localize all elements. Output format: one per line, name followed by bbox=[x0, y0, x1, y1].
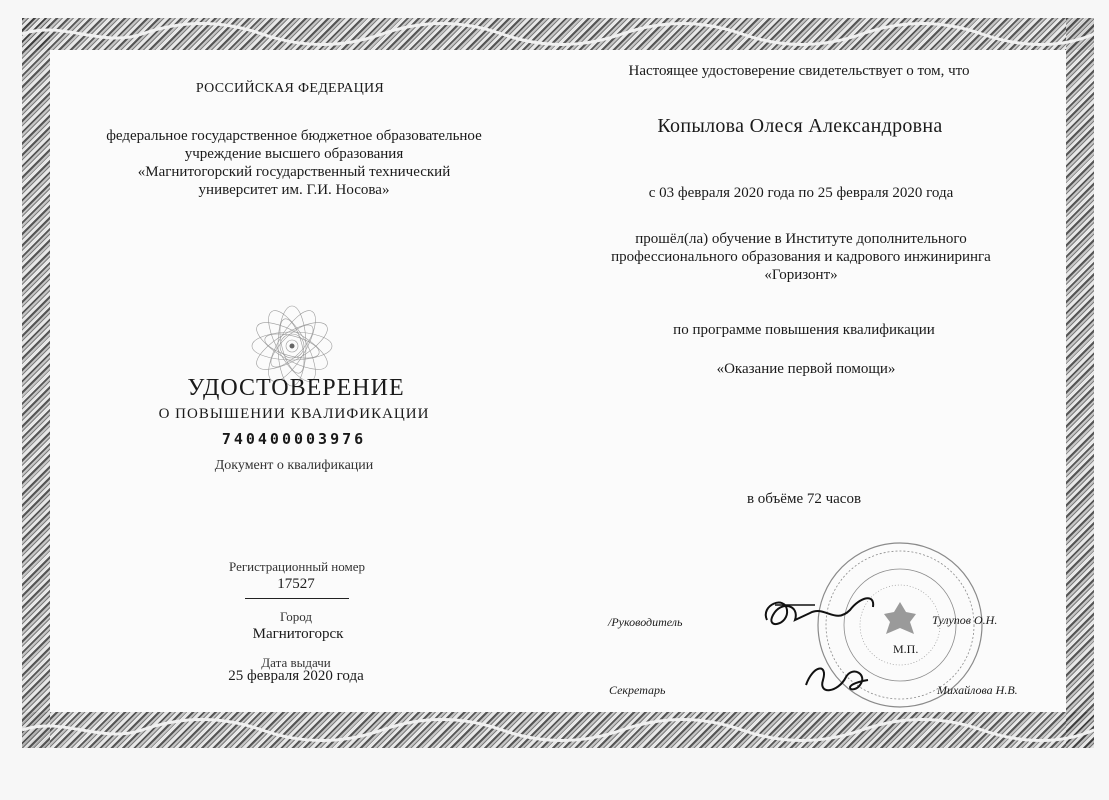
city-label: Город bbox=[279, 609, 313, 624]
institution-line: прошёл(ла) обучение в Институте дополнительного bbox=[635, 231, 967, 247]
organization-name bbox=[106, 127, 482, 199]
secretary-label: Секретарь bbox=[609, 683, 666, 697]
stamp-place: М.П. bbox=[893, 642, 919, 656]
registration-underline bbox=[245, 598, 349, 599]
issue-date-label: Дата выдачи bbox=[261, 655, 331, 670]
registration-number: 17527 bbox=[277, 576, 315, 592]
holder-name: Копылова Олеся Александровна bbox=[657, 115, 943, 137]
document-number: 740400003976 bbox=[221, 430, 367, 448]
city-value: Магнитогорск bbox=[252, 626, 344, 642]
head-name: Тулупов О.Н. bbox=[932, 613, 998, 627]
registration-label: Регистрационный номер bbox=[229, 559, 365, 574]
head-label: /Руководитель bbox=[608, 615, 683, 629]
certificate-intro: Настоящее удостоверение свидетельствует о том, что bbox=[628, 63, 970, 79]
country-heading: РОССИЙСКАЯ ФЕДЕРАЦИЯ bbox=[195, 81, 385, 96]
document-title: УДОСТОВЕРЕНИЕ bbox=[187, 375, 405, 401]
org-line: университет им. Г.И. Носова» bbox=[198, 182, 390, 198]
institution-line: профессионального образования и кадрового инжиниринга bbox=[611, 249, 991, 265]
secretary-name: Михайлова Н.В. bbox=[937, 683, 1018, 697]
document-kind: Документ о квалификации bbox=[214, 458, 374, 473]
org-line: учреждение высшего образования bbox=[184, 146, 404, 162]
border-left bbox=[22, 18, 50, 748]
institution-line: «Горизонт» bbox=[764, 267, 838, 283]
course-name: «Оказание первой помощи» bbox=[716, 361, 896, 377]
head-signature bbox=[755, 585, 885, 645]
program-label: по программе повышения квалификации bbox=[673, 322, 935, 338]
training-period: с 03 февраля 2020 года по 25 февраля 2020 года bbox=[648, 185, 954, 201]
org-line: «Магнитогорский государственный технический bbox=[137, 164, 451, 180]
issue-date-value: 25 февраля 2020 года bbox=[228, 668, 364, 684]
training-institution bbox=[611, 230, 991, 284]
border-bottom bbox=[22, 712, 1094, 748]
document-subtitle: О ПОВЫШЕНИИ КВАЛИФИКАЦИИ bbox=[158, 406, 430, 422]
border-right bbox=[1066, 18, 1094, 748]
course-volume: в объёме 72 часов bbox=[746, 491, 862, 507]
org-line: федеральное государственное бюджетное образовательное bbox=[106, 128, 482, 144]
secretary-signature bbox=[798, 655, 878, 700]
border-top bbox=[22, 18, 1094, 50]
